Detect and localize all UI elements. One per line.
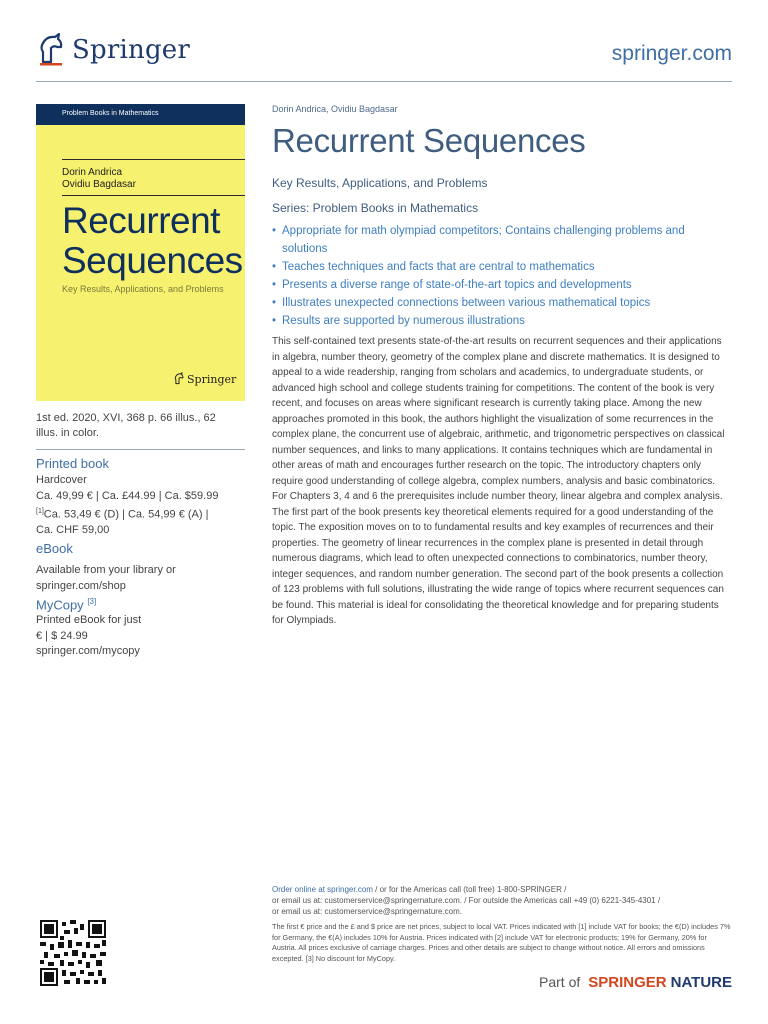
order-line-3: or email us at: customerservice@springernature.com. <box>272 907 462 916</box>
order-line-2: or email us at: customerservice@springernature.com. / For outside the Americas call +49 (0) 6221-345-4301 / <box>272 896 661 905</box>
ebook-details <box>36 563 251 594</box>
springer-horse-icon <box>173 372 185 386</box>
mycopy-details <box>36 613 251 660</box>
main-content <box>272 104 732 629</box>
mycopy-heading-text: MyCopy <box>36 597 84 613</box>
left-divider <box>36 449 245 450</box>
part-of-label: Part of <box>539 974 581 990</box>
price-footnote-1: [1] <box>36 508 44 515</box>
cover-authors <box>62 167 136 191</box>
cover-title-line-2: Sequences <box>62 240 243 281</box>
page-header <box>36 28 732 82</box>
ebook-line-1: Available from your library or <box>36 564 176 576</box>
cover-publisher <box>173 372 236 386</box>
printed-book-price-2-text: Ca. 53,49 € (D) | Ca. 54,99 € (A) | <box>43 508 209 521</box>
cover-divider-top <box>62 159 245 160</box>
feature-item: • Results are supported by numerous illustrations <box>272 312 732 330</box>
printed-book-price-3: Ca. CHF 59,00 <box>36 524 110 537</box>
mycopy-line-1: Printed eBook for just <box>36 614 142 626</box>
book-description: This self-contained text presents state-of-the-art results on recurrent sequences and their applications in algebra, number theory, geometry of the complex plane and discrete mathematics. It is designed to appeal to a wide readership, ranging from scholars and academics, to undergraduate students, or advanced high school and college students training for competitions. The content of the book is very recent, and focuses on areas where significant research is currently taking place. Among the new approaches promoted in this book, the authors highlight the visualization of some recurrences in the complex plane, the concurrent use of algebraic, arithmetic, and trigonometric perspectives on classical number sequences, and links to many applications. It contains techniques which are fundamental in other areas of math and encourages further research on the topic. The introductory chapters only require good understanding of college algebra, complex numbers, analysis and basic combinatorics. For Chapters 3, 4 and 6 the prerequisites include number theory, linear algebra and complex analysis. The first part of the book presents key theoretical elements required for a good understanding of the topic. The exposition moves on to to fundamental results and key examples of recurrences and their properties. The geometry of linear recurrences in the complex plane is presented in detail through numerous diagrams, which lead to often unexpected connections to combinatorics, number theory, integer sequences, and random number generation. The second part of the book presents a collection of 123 problems with full solutions, illustrating the wide range of topics where recurrent sequences can be found. This material is ideal for consolidating the theoretical knowledge and for preparing students for Olympiads. <box>272 336 725 626</box>
cover-title <box>62 201 243 281</box>
cover-subtitle: Key Results, Applications, and Problems <box>62 284 224 294</box>
mycopy-link[interactable]: springer.com/mycopy <box>36 645 140 657</box>
mycopy-price: € | $ 24.99 <box>36 629 88 642</box>
feature-item: • Appropriate for math olympiad competitors; Contains challenging problems and solutions <box>272 222 732 258</box>
cover-author-2: Ovidiu Bagdasar <box>62 179 136 190</box>
mycopy-heading <box>36 597 96 612</box>
springer-logo[interactable] <box>36 32 190 68</box>
springer-horse-icon <box>36 32 66 68</box>
book-title: Recurrent Sequences <box>272 122 586 159</box>
price-note: The first € price and the £ and $ price are net prices, subject to local VAT. Prices indicated with [1] include VAT for books; the €(D) includes 7% for Germany, the €(A) includes 10% for Austria. Prices indicated with [2] include VAT for electronic products; 19% for Germany, 20% for Austria. All prices exclusive of carriage charges. Prices and other details are subject to change without notice. All errors and omissions excepted. [3] No discount for MyCopy. <box>272 922 731 963</box>
book-cover <box>36 104 245 401</box>
edition-info <box>36 411 245 441</box>
springer-nature-logo-2: NATURE <box>670 974 732 991</box>
springer-nature-brand <box>539 974 732 991</box>
order-online-link[interactable]: Order online at springer.com <box>272 885 373 894</box>
cover-publisher-name: Springer <box>187 372 237 386</box>
order-line-1-rest: / or for the Americas call (toll free) 1-800-SPRINGER / <box>372 885 567 894</box>
ebook-heading: eBook <box>36 541 73 556</box>
cover-divider-bottom <box>62 195 245 196</box>
springer-nature-logo-1: SPRINGER <box>588 974 667 991</box>
book-authors: Dorin Andrica, Ovidiu Bagdasar <box>272 104 398 114</box>
feature-item: • Illustrates unexpected connections between various mathematical topics <box>272 294 732 312</box>
feature-item: • Presents a diverse range of state-of-the-art topics and developments <box>272 276 732 294</box>
edition-line-2: illus. in color. <box>36 427 99 439</box>
ebook-shop-link[interactable]: springer.com/shop <box>36 579 126 592</box>
printed-book-details <box>36 473 251 539</box>
feature-list <box>272 222 732 330</box>
cover-title-line-1: Recurrent <box>62 200 220 241</box>
order-line-1 <box>272 884 732 895</box>
cover-series: Problem Books in Mathematics <box>62 110 159 117</box>
cover-author-1: Dorin Andrica <box>62 167 123 178</box>
book-subtitle: Key Results, Applications, and Problems <box>272 176 488 190</box>
book-series: Series: Problem Books in Mathematics <box>272 201 479 215</box>
order-info <box>272 884 732 917</box>
printed-book-price-2 <box>36 504 251 523</box>
printed-book-format: Hardcover <box>36 474 87 486</box>
site-url-link[interactable]: springer.com <box>611 42 732 65</box>
qr-code-icon[interactable] <box>40 920 106 986</box>
mycopy-footnote: [3] <box>87 597 97 606</box>
brand-name: Springer <box>72 35 191 65</box>
printed-book-price-1: Ca. 49,99 € | Ca. £44.99 | Ca. $59.99 <box>36 489 219 502</box>
feature-item: • Teaches techniques and facts that are central to mathematics <box>272 258 732 276</box>
printed-book-heading: Printed book <box>36 456 109 471</box>
edition-line-1: 1st ed. 2020, XVI, 368 p. 66 illus., 62 <box>36 412 216 424</box>
